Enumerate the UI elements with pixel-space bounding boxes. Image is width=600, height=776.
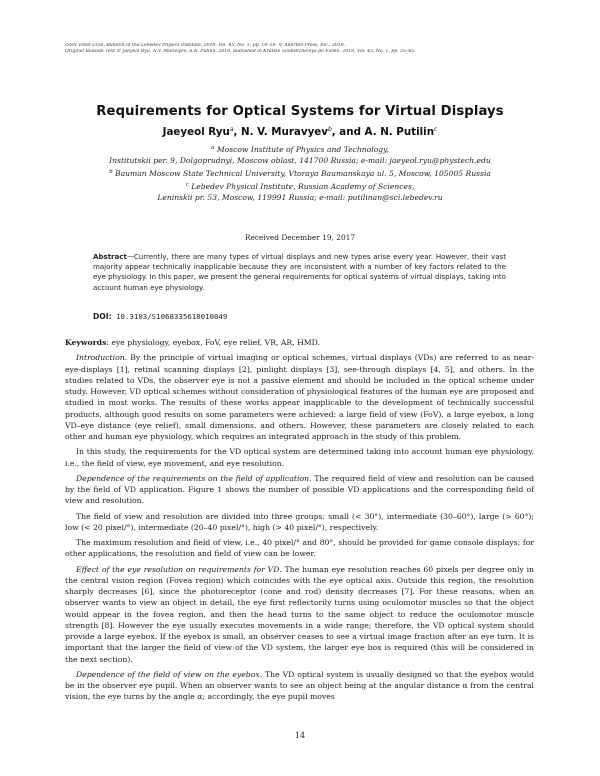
- doi: [93, 312, 227, 321]
- paragraph: In this study, the requirements for the VD optical system are determined taking into account human eye physiology, i.e., the field of view, eye movement, and eye resolution.: [65, 447, 534, 468]
- section-label-eye-resolution: Effect of the eye resolution on requirements for VD: [76, 564, 280, 574]
- received-date: Received December 19, 2017: [244, 233, 356, 242]
- affiliation-b-line-1: $^b$ Bauman Moscow State Technical University, Vtoraya Baumanskaya ul. 5, Moscow, 105005 Russia: [109, 168, 491, 178]
- author-name: N. V. Muravyev: [241, 126, 328, 138]
- header-line-2: Original Russian Text © Jaeyeol Ryu, N.V. Muravyev, A.N. Putilin, 2018, published in Kratkie Soobshcheniya po Fizike, 2018, Vol. 45, No. 1, pp. 35–45.: [65, 49, 416, 55]
- page-number: 14: [294, 731, 306, 740]
- abstract-label: Abstract: [93, 252, 127, 261]
- paragraph: The maximum resolution and field of view, i.e., 40 pixel/° and 80°, should be provided for game console displays; for other applications, the resolution and field of view can be lower.: [65, 538, 534, 559]
- abstract: [93, 252, 506, 293]
- doi-link[interactable]: 10.3103/S1068335618010049: [111, 312, 228, 321]
- body-text: [65, 337, 534, 707]
- author-affil-mark: a: [229, 126, 234, 133]
- paragraph-field-of-view: Dependence of the field of view on the eyebox. The VD optical system is usually designed so that the eyebox would be in the observer eye pupil. When an observer wants to see an object being at the angular distance α from the central vision, the eye turns by the angle α; accordingly, the eye pupil moves: [65, 669, 534, 702]
- paragraph-introduction: Introduction. By the principle of virtual imaging or optical schemes, virtual displays (VDs) are referred to as near-eye-displays [1], retinal scanning displays [2], pinlight displays [3], see-through displays [4, 5], and others. In the studies related to VDs, the observer eye is not a passive element and should be included in the optical scheme under study. However, VD optical schemes without consideration of physiological features of the human eye are proposed and studied in most works. The results of these works appear inapplicable to the development of technically successful products, although good results on some parameters were achieved: a large field of view (FoV), a large eyebox, a long VD–eye distance (eye relief), small dimensions, and others. However, these parameters are closely related to each other and human eye physiology, which requires an integrated approach in the study of this problem.: [65, 353, 534, 441]
- section-label-dependence: Dependence of the requirements on the field of application: [76, 473, 310, 483]
- abstract-text: —Currently, there are many types of virtual displays and new types arise every year. However, their vast majority appear technically inapplicable because they are inconsistent with a number of key factors related to the eye physiology. In this paper, we present the general requirements for optical systems of virtual displays, taking into account human eye physiology.: [93, 252, 506, 292]
- journal-header: [65, 43, 545, 56]
- author-affil-mark: c: [434, 126, 438, 133]
- header-line-1: ISSN 1068-3356, Bulletin of the Lebedev Physics Institute, 2018, Vol. 45, No. 1, pp. 14–18. © Allerton Press, Inc., 2018.: [65, 43, 346, 48]
- affiliation-c-line-1: $^c$ Lebedev Physical Institute, Russian Academy of Sciences,: [185, 181, 415, 191]
- author-list: Jaeyeol Ryu$^a$, N. V. Muravyev$^b$, and A. N. Putilin$^c$: [162, 126, 438, 138]
- paragraph-dependence: Dependence of the requirements on the field of application. The required field of view and resolution can be caused by the field of VD application. Figure 1 shows the number of possible VD applications and the corresponding field of view and resolution.: [65, 473, 535, 506]
- affiliation-c-line-2: Leninskii pr. 53, Moscow, 119991 Russia; e-mail: putilinan@sci.lebedev.ru: [157, 192, 443, 202]
- author-affil-mark: b: [327, 126, 332, 133]
- paragraph: The field of view and resolution are divided into three groups: small (< 30°), intermediate (30–60°), large (> 60°); low (< 20 pixel/°), intermediate (20–40 pixel/°), high (> 40 pixel/°), respectively.: [65, 511, 534, 532]
- doi-label: DOI:: [93, 312, 112, 321]
- keywords-label: Keywords: [65, 338, 107, 347]
- affiliations: [0, 143, 600, 204]
- paper-title: Requirements for Optical Systems for Virtual Displays: [96, 104, 504, 119]
- section-label-introduction: Introduction: [76, 353, 125, 363]
- keywords: Keywords: eye physiology, eyebox, FoV, eye relief, VR, AR, HMD.: [65, 338, 321, 347]
- author-name: A. N. Putilin: [364, 126, 435, 138]
- affiliation-a-line-1: $^a$ Moscow Institute of Physics and Technology,: [211, 145, 389, 154]
- section-label-field-of-view: Dependence of the field of view on the eyebox: [76, 669, 260, 679]
- affiliation-a-line-2: Institutskii per. 9, Dolgoprudnyi, Moscow oblast, 141700 Russia; e-mail: jaeyeol.ryu@phystech.edu: [109, 155, 491, 165]
- paragraph-eye-resolution: Effect of the eye resolution on requirements for VD. The human eye resolution reaches 60 pixels per degree only in the central vision region (Fovea region) which coincides with the eye optical axis. Outside this region, the resolution sharply decreases [6], since the photoreceptor (cone and rod) density decreases [7]. For these reasons, when an observer wants to view an object in detail, the eye first reflectorily turns using oculomotor muscles so that the object would appear in the fovea region, and then the head turns to the same object to reduce the oculomotor muscle strength [8]. However the eye usually executes movements in a wide range; therefore, the VD optical system should provide a large eyebox. If the eyebox is small, an observer ceases to see a virtual image fraction after an eye turn. It is important that the larger the field of view of the VD system, the larger eye box is required (this will be considered in the next section).: [65, 564, 534, 664]
- author-name: Jaeyeol Ryu: [162, 126, 230, 138]
